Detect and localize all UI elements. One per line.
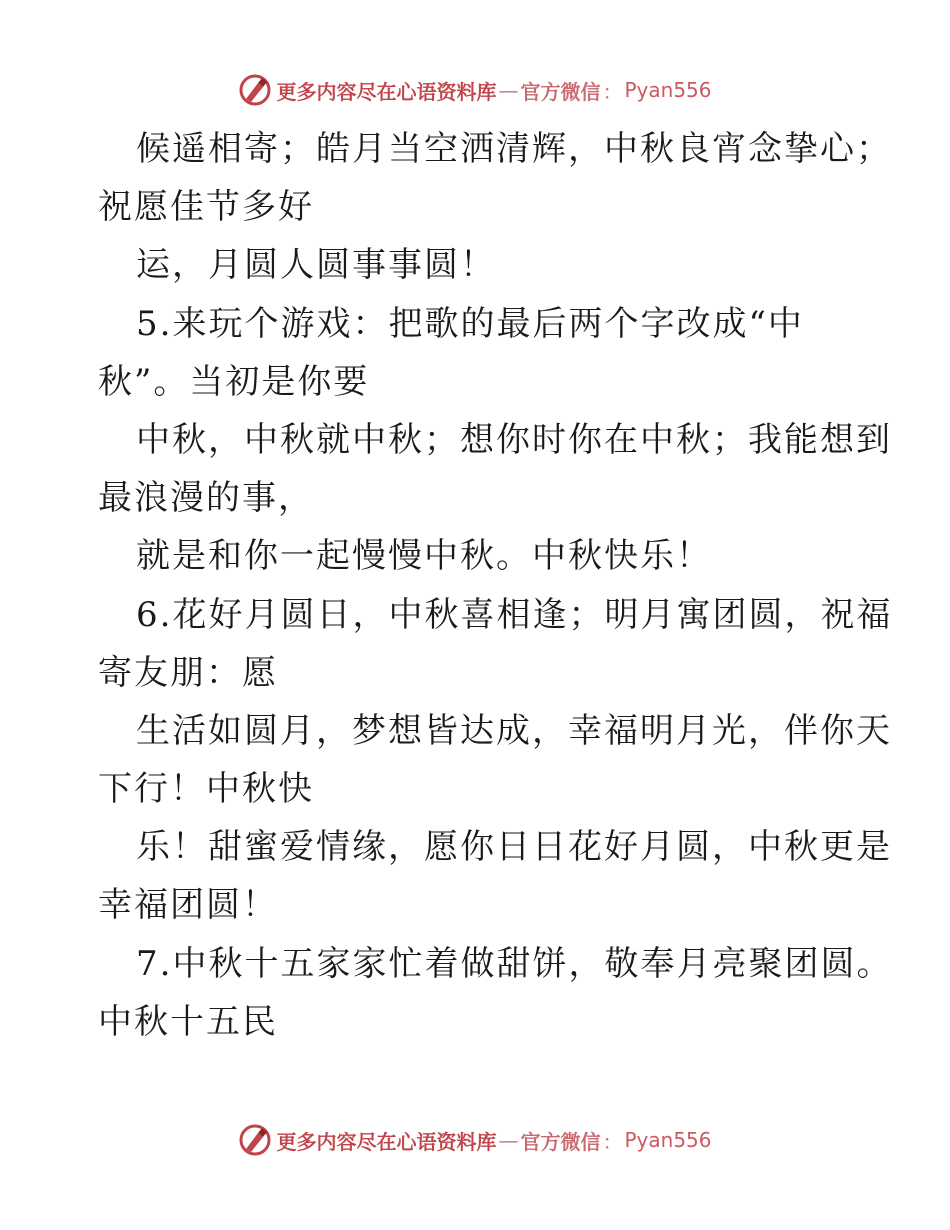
pen-logo-icon (238, 73, 272, 107)
watermark-dash: — (498, 78, 519, 102)
pen-logo-icon (238, 1123, 272, 1157)
text-line: 中秋十五民 (98, 1001, 278, 1042)
text-line: 祝愿佳节多好 (98, 187, 314, 228)
text-line: 6.花好月圆日，中秋喜相逢；明月寓团圆，祝福 (136, 594, 893, 635)
text-line: 运，月圆人圆事事圆！ (136, 245, 496, 286)
text-line: 生活如圆月，梦想皆达成，幸福明月光，伴你天 (136, 710, 892, 751)
text-line: 候遥相寄；皓月当空洒清辉，中秋良宵念挚心； (136, 129, 892, 169)
text-line: 秋”。当初是你要 (98, 361, 370, 402)
watermark-brand: 更多内容尽在心语资料库 (276, 1129, 497, 1154)
header-watermark (0, 70, 950, 110)
text-line: 7.中秋十五家家忙着做甜饼，敬奉月亮聚团圆。 (136, 943, 893, 984)
footer-watermark (0, 1120, 950, 1160)
text-line: 乐！甜蜜爱情缘，愿你日日花好月圆，中秋更是 (136, 827, 892, 868)
text-line: 幸福团圆！ (98, 885, 278, 926)
watermark-dash: — (498, 1128, 519, 1152)
watermark-official: 官方微信 (520, 1129, 601, 1154)
document-body (98, 120, 893, 1051)
watermark-brand: 更多内容尽在心语资料库 (276, 79, 497, 104)
text-line: 就是和你一起慢慢中秋。中秋快乐！ (136, 536, 712, 577)
text-line: 下行！中秋快 (98, 769, 314, 810)
watermark-id: Pyan556 (624, 1128, 712, 1152)
watermark-id: Pyan556 (624, 78, 712, 102)
text-line: 最浪漫的事， (98, 478, 314, 519)
watermark-colon: ： (602, 1129, 623, 1154)
watermark-colon: ： (602, 79, 623, 104)
text-line: 寄友朋：愿 (98, 652, 278, 693)
text-line: 5.来玩个游戏：把歌的最后两个字改成“中 (136, 303, 804, 344)
watermark-official: 官方微信 (520, 79, 601, 104)
text-line: 中秋，中秋就中秋；想你时你在中秋；我能想到 (136, 419, 892, 460)
